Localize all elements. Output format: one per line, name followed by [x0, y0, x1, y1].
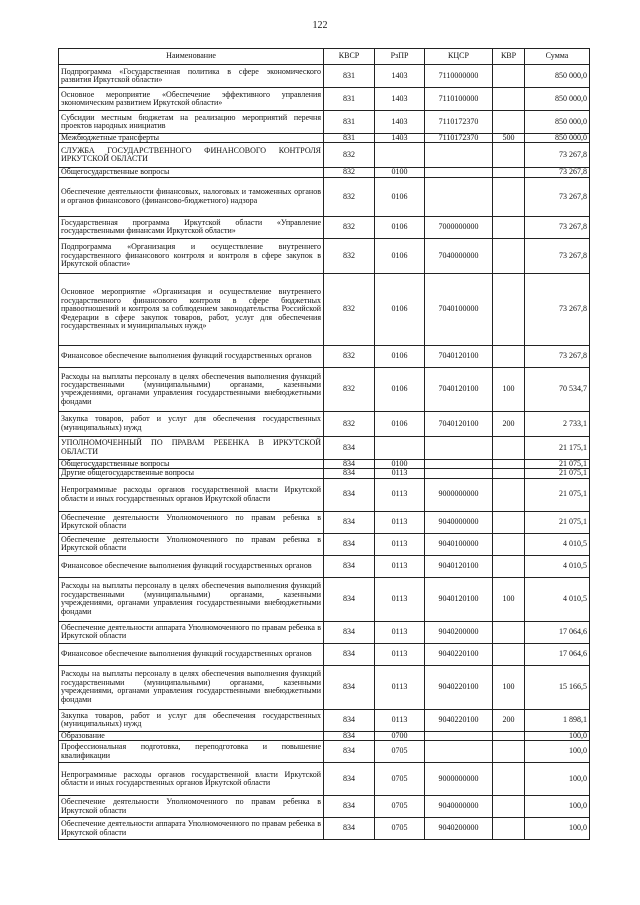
cell-name: Подпрограмма «Государственная политика в сфере экономического развития Иркутской области»: [59, 65, 324, 88]
table-row: [59, 459, 590, 468]
cell-sum: 73 267,8: [525, 216, 590, 238]
cell-sum: 2 733,1: [525, 411, 590, 436]
cell-kvsr: 834: [324, 577, 375, 621]
cell-rzpr: 0113: [375, 469, 425, 478]
cell-rzpr: 0106: [375, 367, 425, 411]
cell-kvsr: 831: [324, 134, 375, 143]
header-kvr: КВР: [493, 49, 525, 65]
table-row: [59, 238, 590, 273]
cell-sum: 850 000,0: [525, 134, 590, 143]
cell-sum: 73 267,8: [525, 238, 590, 273]
cell-kvsr: 831: [324, 65, 375, 88]
table-row: [59, 741, 590, 763]
cell-kvsr: 834: [324, 665, 375, 709]
cell-kcsr: 9040000000: [425, 511, 493, 533]
table-body: [59, 65, 590, 840]
cell-kvr: [493, 65, 525, 88]
table-row: [59, 533, 590, 555]
cell-kvsr: 834: [324, 741, 375, 763]
cell-name: Обеспечение деятельности Уполномоченного по правам ребенка в Иркутской области: [59, 796, 324, 818]
cell-rzpr: 1403: [375, 111, 425, 134]
cell-kvr: 100: [493, 665, 525, 709]
cell-name: УПОЛНОМОЧЕННЫЙ ПО ПРАВАМ РЕБЕНКА В ИРКУТСКОЙ ОБЛАСТИ: [59, 436, 324, 459]
cell-kvsr: 832: [324, 168, 375, 177]
cell-kcsr: 9000000000: [425, 763, 493, 796]
cell-rzpr: [375, 436, 425, 459]
cell-name: Основное мероприятие «Организация и осуществление внутреннего государственного финансового контроля в сфере бюджетных правоотношений и контроля за соблюдением законодательства Российской Федерации в сфере закупок товаров, работ, услуг для обеспечения государственных и муниципальных нужд»: [59, 273, 324, 345]
cell-name: Финансовое обеспечение выполнения функций государственных органов: [59, 643, 324, 665]
cell-kvsr: 832: [324, 216, 375, 238]
budget-table: [58, 48, 590, 840]
cell-kcsr: [425, 459, 493, 468]
table-row: [59, 88, 590, 111]
table-row: [59, 643, 590, 665]
cell-rzpr: 0700: [375, 731, 425, 740]
cell-kcsr: 7040120100: [425, 411, 493, 436]
table-row: [59, 796, 590, 818]
cell-rzpr: 0705: [375, 796, 425, 818]
cell-kvr: [493, 273, 525, 345]
cell-kvsr: 834: [324, 709, 375, 731]
cell-rzpr: 0113: [375, 511, 425, 533]
table-header-row: [59, 49, 590, 65]
page-number: 122: [312, 20, 328, 31]
table-row: [59, 134, 590, 143]
table-row: [59, 367, 590, 411]
cell-kcsr: [425, 436, 493, 459]
cell-sum: 21 075,1: [525, 478, 590, 511]
cell-sum: 4 010,5: [525, 577, 590, 621]
cell-kvsr: 832: [324, 143, 375, 168]
cell-rzpr: 0705: [375, 741, 425, 763]
cell-kvsr: 834: [324, 643, 375, 665]
cell-kcsr: 9040220100: [425, 643, 493, 665]
cell-name: Финансовое обеспечение выполнения функций государственных органов: [59, 345, 324, 367]
cell-sum: 850 000,0: [525, 65, 590, 88]
cell-kvsr: 831: [324, 88, 375, 111]
cell-kvr: 500: [493, 134, 525, 143]
cell-sum: 73 267,8: [525, 273, 590, 345]
cell-kvr: [493, 478, 525, 511]
cell-kvsr: 832: [324, 367, 375, 411]
cell-kvsr: 834: [324, 511, 375, 533]
cell-rzpr: 0106: [375, 216, 425, 238]
cell-kcsr: 7110100000: [425, 88, 493, 111]
cell-kvsr: 834: [324, 436, 375, 459]
cell-kcsr: 9000000000: [425, 478, 493, 511]
cell-kvr: [493, 763, 525, 796]
cell-kvr: [493, 741, 525, 763]
cell-rzpr: 0113: [375, 709, 425, 731]
cell-kcsr: 9040100000: [425, 533, 493, 555]
cell-name: Непрограммные расходы органов государственной власти Иркутской области и иных государственных органов Иркутской области: [59, 478, 324, 511]
header-sum: Сумма: [525, 49, 590, 65]
cell-name: Закупка товаров, работ и услуг для обеспечения государственных (муниципальных) нужд: [59, 411, 324, 436]
cell-sum: 15 166,5: [525, 665, 590, 709]
cell-sum: 21 175,1: [525, 436, 590, 459]
cell-sum: 850 000,0: [525, 111, 590, 134]
cell-sum: 4 010,5: [525, 555, 590, 577]
cell-kvr: [493, 796, 525, 818]
cell-kcsr: [425, 168, 493, 177]
cell-kvr: 100: [493, 577, 525, 621]
header-rzpr: РзПР: [375, 49, 425, 65]
cell-kvr: [493, 111, 525, 134]
cell-kcsr: 7110172370: [425, 111, 493, 134]
cell-kvr: [493, 168, 525, 177]
cell-kvsr: 832: [324, 238, 375, 273]
cell-name: Субсидии местным бюджетам на реализацию мероприятий перечня проектов народных инициатив: [59, 111, 324, 134]
cell-rzpr: 1403: [375, 65, 425, 88]
cell-kvsr: 834: [324, 555, 375, 577]
cell-kvsr: 834: [324, 818, 375, 840]
cell-kvr: [493, 216, 525, 238]
cell-name: Основное мероприятие «Обеспечение эффективного управления экономическим развитием Иркутской области»: [59, 88, 324, 111]
table-row: [59, 478, 590, 511]
cell-kcsr: 7000000000: [425, 216, 493, 238]
cell-rzpr: 0100: [375, 459, 425, 468]
table-row: [59, 65, 590, 88]
cell-kvr: 100: [493, 367, 525, 411]
cell-kcsr: 7040120100: [425, 367, 493, 411]
cell-sum: 73 267,8: [525, 177, 590, 216]
cell-kvr: [493, 143, 525, 168]
cell-name: Обеспечение деятельности аппарата Уполномоченного по правам ребенка в Иркутской области: [59, 621, 324, 643]
cell-rzpr: 0106: [375, 273, 425, 345]
cell-name: Образование: [59, 731, 324, 740]
cell-kvsr: 834: [324, 459, 375, 468]
cell-name: Расходы на выплаты персоналу в целях обеспечения выполнения функций государственными (муниципальными) органами, казенными учреждениями, органами управления государственными внебюджетными фондами: [59, 367, 324, 411]
cell-name: Государственная программа Иркутской области «Управление государственными финансами Иркутской области»: [59, 216, 324, 238]
cell-name: Закупка товаров, работ и услуг для обеспечения государственных (муниципальных) нужд: [59, 709, 324, 731]
cell-kvr: [493, 511, 525, 533]
cell-rzpr: 0100: [375, 168, 425, 177]
table-row: [59, 469, 590, 478]
cell-sum: 100,0: [525, 731, 590, 740]
cell-kvr: [493, 731, 525, 740]
cell-kvr: [493, 177, 525, 216]
cell-kvr: [493, 345, 525, 367]
cell-rzpr: 0106: [375, 345, 425, 367]
cell-rzpr: 1403: [375, 88, 425, 111]
cell-sum: 100,0: [525, 763, 590, 796]
cell-kvr: [493, 436, 525, 459]
cell-kvsr: 832: [324, 177, 375, 216]
cell-name: Другие общегосударственные вопросы: [59, 469, 324, 478]
table-row: [59, 168, 590, 177]
cell-kvsr: 834: [324, 796, 375, 818]
cell-name: Расходы на выплаты персоналу в целях обеспечения выполнения функций государственными (муниципальными) органами, казенными учреждениями, органами управления государственными внебюджетными фондами: [59, 577, 324, 621]
table-row: [59, 763, 590, 796]
cell-kvr: [493, 621, 525, 643]
cell-name: Расходы на выплаты персоналу в целях обеспечения выполнения функций государственными (муниципальными) органами, казенными учреждениями, органами управления государственными внебюджетными фондами: [59, 665, 324, 709]
cell-name: Финансовое обеспечение выполнения функций государственных органов: [59, 555, 324, 577]
cell-kvr: [493, 643, 525, 665]
table-row: [59, 273, 590, 345]
cell-sum: 1 898,1: [525, 709, 590, 731]
cell-kvsr: 834: [324, 621, 375, 643]
cell-rzpr: 0113: [375, 533, 425, 555]
table-row: [59, 709, 590, 731]
cell-name: Профессиональная подготовка, переподготовка и повышение квалификации: [59, 741, 324, 763]
cell-sum: 100,0: [525, 818, 590, 840]
cell-name: Обеспечение деятельности финансовых, налоговых и таможенных органов и органов финансового (финансово-бюджетного) надзора: [59, 177, 324, 216]
cell-kvsr: 834: [324, 478, 375, 511]
cell-rzpr: 0106: [375, 177, 425, 216]
cell-kvsr: 832: [324, 345, 375, 367]
header-name: Наименование: [59, 49, 324, 65]
cell-kvsr: 834: [324, 763, 375, 796]
cell-name: Общегосударственные вопросы: [59, 459, 324, 468]
cell-rzpr: 0106: [375, 238, 425, 273]
cell-sum: 4 010,5: [525, 533, 590, 555]
cell-kvsr: 831: [324, 111, 375, 134]
cell-kvr: [493, 555, 525, 577]
cell-kvr: [493, 533, 525, 555]
cell-rzpr: 0113: [375, 577, 425, 621]
cell-sum: 100,0: [525, 796, 590, 818]
cell-rzpr: 0106: [375, 411, 425, 436]
cell-name: Подпрограмма «Организация и осуществление внутреннего государственного финансового контроля и контроля в сфере закупок в Иркутской области»: [59, 238, 324, 273]
table-row: [59, 818, 590, 840]
table-row: [59, 345, 590, 367]
cell-sum: 100,0: [525, 741, 590, 763]
table-row: [59, 436, 590, 459]
cell-name: Непрограммные расходы органов государственной власти Иркутской области и иных государственных органов Иркутской области: [59, 763, 324, 796]
cell-kvr: 200: [493, 411, 525, 436]
cell-name: Обеспечение деятельности аппарата Уполномоченного по правам ребенка в Иркутской области: [59, 818, 324, 840]
cell-rzpr: 1403: [375, 134, 425, 143]
cell-kcsr: 7110172370: [425, 134, 493, 143]
table-row: [59, 555, 590, 577]
cell-sum: 21 075,1: [525, 469, 590, 478]
table-row: [59, 177, 590, 216]
cell-sum: 850 000,0: [525, 88, 590, 111]
cell-kcsr: 7040120100: [425, 345, 493, 367]
cell-name: Обеспечение деятельности Уполномоченного по правам ребенка в Иркутской области: [59, 533, 324, 555]
header-kcsr: КЦСР: [425, 49, 493, 65]
cell-kcsr: 9040000000: [425, 796, 493, 818]
cell-kcsr: 9040200000: [425, 621, 493, 643]
cell-kvsr: 834: [324, 533, 375, 555]
cell-rzpr: 0113: [375, 643, 425, 665]
table-row: [59, 411, 590, 436]
cell-kcsr: 9040220100: [425, 709, 493, 731]
cell-kcsr: 7040000000: [425, 238, 493, 273]
cell-kcsr: 9040120100: [425, 577, 493, 621]
cell-rzpr: [375, 143, 425, 168]
cell-kcsr: 9040220100: [425, 665, 493, 709]
cell-kcsr: 7040100000: [425, 273, 493, 345]
cell-sum: 73 267,8: [525, 168, 590, 177]
cell-kcsr: [425, 731, 493, 740]
cell-sum: 21 075,1: [525, 511, 590, 533]
cell-rzpr: 0113: [375, 478, 425, 511]
cell-kvr: [493, 818, 525, 840]
cell-sum: 70 534,7: [525, 367, 590, 411]
table-row: [59, 731, 590, 740]
cell-kvsr: 834: [324, 469, 375, 478]
cell-kcsr: [425, 177, 493, 216]
cell-kvr: [493, 469, 525, 478]
cell-kvsr: 832: [324, 411, 375, 436]
cell-rzpr: 0705: [375, 818, 425, 840]
cell-name: Общегосударственные вопросы: [59, 168, 324, 177]
table-row: [59, 111, 590, 134]
cell-name: СЛУЖБА ГОСУДАРСТВЕННОГО ФИНАНСОВОГО КОНТРОЛЯ ИРКУТСКОЙ ОБЛАСТИ: [59, 143, 324, 168]
cell-name: Обеспечение деятельности Уполномоченного по правам ребенка в Иркутской области: [59, 511, 324, 533]
cell-kvsr: 832: [324, 273, 375, 345]
cell-rzpr: 0113: [375, 621, 425, 643]
cell-kcsr: [425, 741, 493, 763]
cell-kvr: [493, 459, 525, 468]
table-row: [59, 511, 590, 533]
cell-rzpr: 0113: [375, 555, 425, 577]
cell-kcsr: 9040120100: [425, 555, 493, 577]
cell-sum: 73 267,8: [525, 345, 590, 367]
cell-kcsr: [425, 143, 493, 168]
cell-rzpr: 0705: [375, 763, 425, 796]
table-row: [59, 577, 590, 621]
table-row: [59, 143, 590, 168]
cell-kvr: 200: [493, 709, 525, 731]
cell-name: Межбюджетные трансферты: [59, 134, 324, 143]
cell-kvr: [493, 238, 525, 273]
cell-kvsr: 834: [324, 731, 375, 740]
cell-sum: 17 064,6: [525, 643, 590, 665]
cell-kvr: [493, 88, 525, 111]
table-row: [59, 621, 590, 643]
table-row: [59, 216, 590, 238]
cell-kcsr: 9040200000: [425, 818, 493, 840]
header-kvsr: КВСР: [324, 49, 375, 65]
cell-kcsr: [425, 469, 493, 478]
table-row: [59, 665, 590, 709]
cell-rzpr: 0113: [375, 665, 425, 709]
cell-sum: 21 075,1: [525, 459, 590, 468]
cell-sum: 73 267,8: [525, 143, 590, 168]
cell-sum: 17 064,6: [525, 621, 590, 643]
cell-kcsr: 7110000000: [425, 65, 493, 88]
